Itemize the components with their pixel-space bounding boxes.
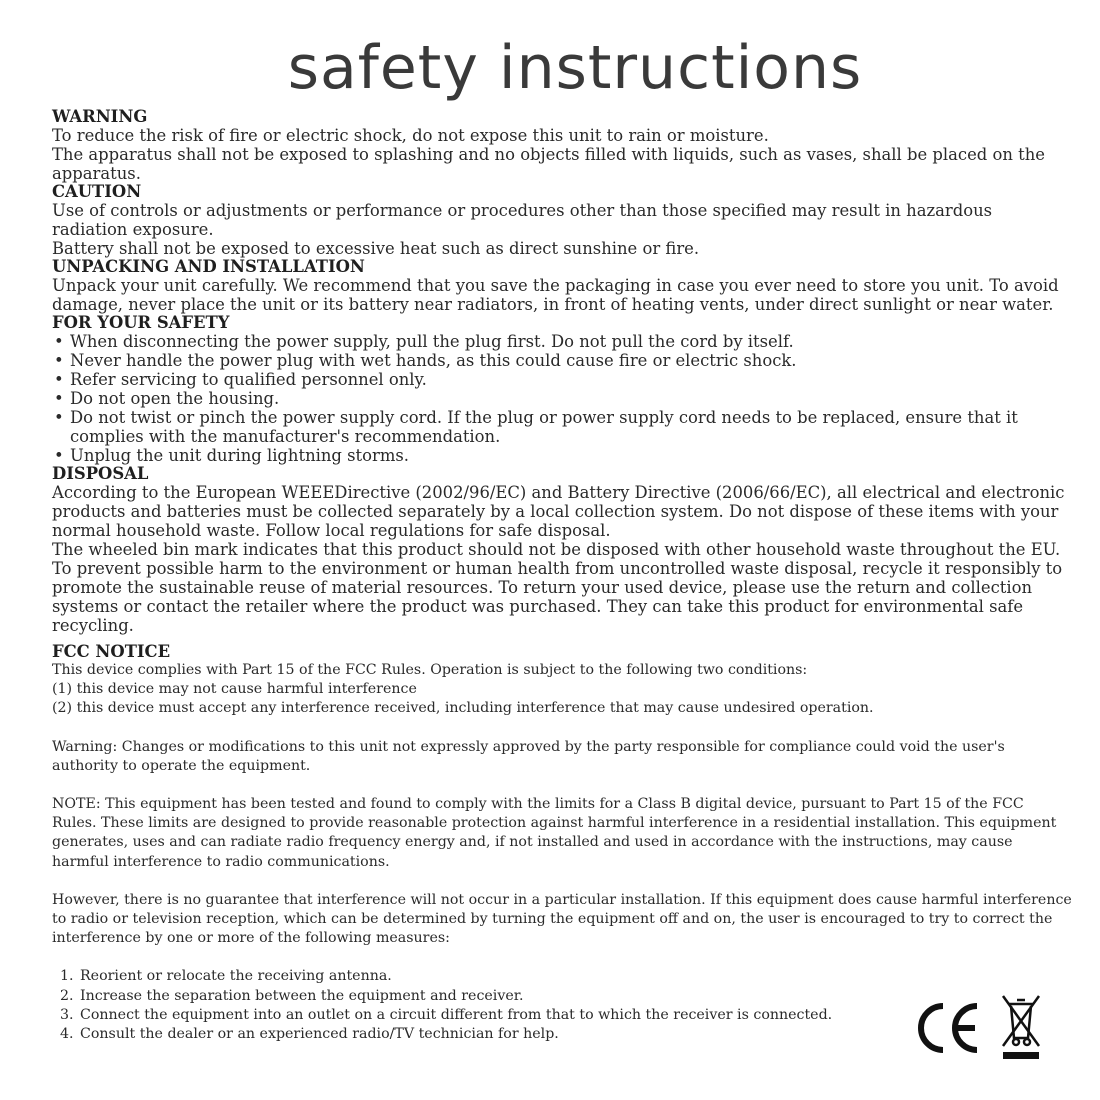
safety-sections xyxy=(52,108,1072,635)
list-item: • Unplug the unit during lightning storms. xyxy=(52,446,1072,465)
list-item: • Do not open the housing. xyxy=(52,389,1072,408)
warning-paragraph: To reduce the risk of fire or electric shock, do not expose this unit to rain or moisture. xyxy=(52,126,769,145)
fcc-note: NOTE: This equipment has been tested and found to comply with the limits for a Class B digital device, pursuant to Part 15 of the FCC Rules. These limits are designed to provide reasonable protection against harmful interference in a residential installation. This equipment generates, uses and can radiate radio frequency energy and, if not installed and used in accordance with the instructions, may cause harmful interference to radio communications. xyxy=(52,796,1057,870)
fcc-heading: FCC NOTICE xyxy=(52,642,171,661)
caution-paragraph: Battery shall not be exposed to excessive heat such as direct sunshine or fire. xyxy=(52,239,700,258)
disposal-section xyxy=(52,465,1072,635)
safety-heading: FOR YOUR SAFETY xyxy=(52,313,230,332)
fcc-intro: This device complies with Part 15 of the FCC Rules. Operation is subject to the following two conditions: xyxy=(52,662,808,678)
unpacking-heading: UNPACKING AND INSTALLATION xyxy=(52,257,365,276)
fcc-however: However, there is no guarantee that interference will not occur in a particular installation. If this equipment does cause harmful interference to radio or television reception, which can be determined by turning the equipment off and on, the user is encouraged to try to correct the interference by one or more of the following measures: xyxy=(52,891,1072,947)
fcc-warning: Warning: Changes or modifications to this unit not expressly approved by the party responsible for compliance could void the user's authority to operate the equipment. xyxy=(52,738,1005,774)
unpacking-section xyxy=(52,258,1072,314)
caution-section xyxy=(52,183,1072,258)
list-item: • Refer servicing to qualified personnel only. xyxy=(52,370,1072,389)
document-page xyxy=(52,30,1072,1044)
fcc-condition: (1) this device may not cause harmful interference xyxy=(52,681,417,698)
list-item: 4. Consult the dealer or an experienced radio/TV technician for help. xyxy=(78,1025,1072,1044)
safety-section xyxy=(52,314,1072,465)
list-item: 1. Reorient or relocate the receiving antenna. xyxy=(78,967,1072,986)
compliance-marks xyxy=(905,990,1055,1070)
page-title: safety instructions xyxy=(287,33,863,103)
warning-heading: WARNING xyxy=(52,107,148,126)
unpacking-paragraph: Unpack your unit carefully. We recommend that you save the packaging in case you ever need to store you unit. To avoid damage, never place the unit or its battery near radiators, in front of heating vents, under direct sunlight or near water. xyxy=(52,276,1059,314)
list-item: • When disconnecting the power supply, pull the plug first. Do not pull the cord by itself. xyxy=(52,332,1072,351)
list-item: • Never handle the power plug with wet hands, as this could cause fire or electric shock. xyxy=(52,351,1072,370)
fcc-section xyxy=(52,642,1072,1044)
list-item: 3. Connect the equipment into an outlet on a circuit different from that to which the receiver is connected. xyxy=(78,1006,1072,1025)
list-item: 2. Increase the separation between the equipment and receiver. xyxy=(78,987,1072,1006)
disposal-paragraph: According to the European WEEEDirective (2002/96/EC) and Battery Directive (2006/66/EC), all electrical and electronic products and batteries must be collected separately by a local collection system. Do not dispose of these items with your normal household waste. Follow local regulations for safe disposal. xyxy=(52,483,1065,540)
disposal-paragraph: The wheeled bin mark indicates that this product should not be disposed with other household waste throughout the EU. To prevent possible harm to the environment or human health from uncontrolled waste disposal, recycle it responsibly to promote the sustainable reuse of material resources. To return your used device, please use the return and collection systems or contact the retailer where the product was purchased. They can take this product for environmental safe recycling. xyxy=(52,540,1063,635)
caution-paragraph: Use of controls or adjustments or performance or procedures other than those specified may result in hazardous radiation exposure. xyxy=(52,201,993,239)
caution-heading: CAUTION xyxy=(52,182,142,201)
list-item: • Do not twist or pinch the power supply cord. If the plug or power supply cord needs to be replaced, ensure that it complies with the manufacturer's recommendation. xyxy=(52,408,1072,446)
weee-bin-icon xyxy=(1003,996,1039,1059)
warning-section xyxy=(52,108,1072,183)
fcc-condition: (2) this device must accept any interference received, including interference that may cause undesired operation. xyxy=(52,700,874,717)
warning-paragraph: The apparatus shall not be exposed to splashing and no objects filled with liquids, such as vases, shall be placed on the apparatus. xyxy=(52,145,1045,183)
ce-mark-icon xyxy=(921,1006,977,1050)
disposal-heading: DISPOSAL xyxy=(52,464,149,483)
safety-list xyxy=(52,332,1072,465)
